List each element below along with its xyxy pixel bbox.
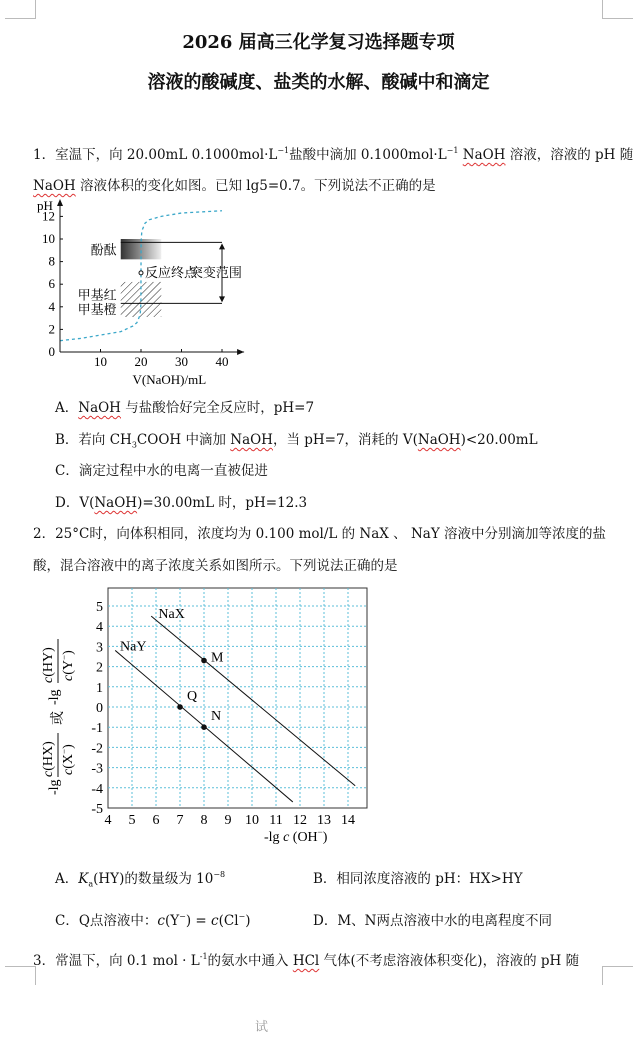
text: )=30.00mL 时，pH=12.3 — [137, 495, 308, 511]
text: ) — [245, 913, 251, 929]
x-tick-label: 30 — [175, 354, 188, 369]
question-1-line-1 — [33, 143, 633, 163]
text: Q点溶液中： — [78, 913, 158, 929]
text: M、N两点溶液中水的电离程度不同 — [337, 913, 552, 929]
y-label-numerator-hx: c(HX) — [41, 741, 56, 777]
endpoint-marker — [139, 271, 143, 275]
text: NaOH — [230, 432, 273, 448]
text: (Y — [164, 913, 180, 929]
q1-option-b[interactable] — [55, 428, 538, 450]
text: −8 — [213, 870, 226, 879]
point-label-m: M — [211, 650, 224, 666]
question-2-line-1: 2．25°C时，向体积相同，浓度均为 0.100 mol/L 的 NaX 、 NaY 溶液中分别滴加等浓度的盐 — [33, 526, 607, 542]
y-tick-label: 10 — [42, 231, 55, 246]
x-tick-label: 4 — [104, 813, 112, 828]
methyl-red-label: 甲基红 — [77, 287, 117, 303]
y-tick-label: -2 — [91, 741, 103, 757]
text: 盐酸中滴加 0.1000mol·L — [289, 147, 447, 163]
text: ) = — [185, 913, 212, 929]
text: − — [238, 912, 246, 921]
page-corner-mark — [602, 966, 633, 985]
y-tick-label: -4 — [91, 781, 103, 797]
text: NaOH — [417, 432, 461, 448]
plot-frame — [108, 588, 367, 808]
text: K — [78, 871, 89, 887]
document-subtitle: 溶液的酸碱度、盐类的水解、酸碱中和滴定 — [147, 72, 490, 93]
x-axis-label-part: -lg — [264, 830, 284, 845]
text: 1．室温下，向 20.00mL 0.1000mol·L — [33, 147, 278, 163]
q2-option-c[interactable] — [55, 909, 251, 929]
page-corner-mark — [5, 966, 36, 985]
x-tick-label: 14 — [341, 813, 355, 828]
text: −1 — [446, 146, 459, 155]
y-tick-label: -5 — [91, 802, 103, 817]
text: (HY)的数量级为 10 — [93, 871, 214, 887]
text: NaOH — [94, 495, 138, 511]
text: NaOH — [78, 400, 121, 416]
x-tick-label: 10 — [245, 813, 259, 828]
label: A． — [55, 871, 79, 887]
text: 滴定过程中水的电离一直被促进 — [78, 463, 268, 479]
x-tick-label: 10 — [94, 354, 107, 369]
y-axis-label: pH — [37, 198, 53, 213]
y-tick-label: 0 — [96, 701, 103, 716]
x-axis-label-part: ) — [322, 830, 328, 845]
text: 3 — [131, 440, 137, 450]
question-2-line-2: 酸，混合溶液中的离子浓度关系如图所示。下列说法正确的是 — [33, 558, 398, 574]
label: D． — [55, 495, 80, 511]
text: 的氨水中通入 — [207, 953, 293, 969]
text: −1 — [277, 146, 290, 155]
text: ，当 pH=7，消耗的 V( — [272, 432, 418, 448]
text: c — [211, 913, 219, 929]
x-axis-label — [264, 827, 328, 845]
document-title: 2026 届高三化学复习选择题专项 — [182, 32, 455, 53]
methyl-orange-label: 甲基橙 — [77, 302, 117, 318]
text: V( — [79, 495, 95, 511]
q1-option-d[interactable] — [55, 491, 307, 511]
point-label-q: Q — [187, 689, 198, 704]
x-tick-label: 12 — [293, 813, 307, 828]
y-tick-label: 0 — [48, 344, 55, 359]
x-axis-label: V(NaOH)/mL — [132, 372, 207, 387]
q1-option-c[interactable] — [55, 459, 268, 479]
y-label-numerator-hy: c(HY) — [41, 647, 56, 683]
text: )<20.00mL — [460, 432, 538, 448]
x-tick-label: 8 — [200, 813, 208, 828]
jump-range-label: 突变范围 — [189, 264, 242, 280]
y-label-denominator-y: c(Y−) — [59, 650, 76, 681]
label: B． — [55, 432, 79, 448]
y-axis-label — [41, 639, 76, 795]
text: c — [157, 913, 165, 929]
x-tick-label: 9 — [224, 813, 232, 828]
y-label-neg-lg-1: -lg — [47, 779, 62, 795]
x-tick-label: 6 — [152, 813, 160, 828]
data-point-q — [177, 704, 183, 710]
q2-option-b[interactable] — [313, 867, 523, 887]
label: B． — [313, 871, 337, 887]
text: a — [88, 879, 94, 889]
q2-option-d[interactable] — [313, 909, 552, 929]
text: − — [179, 912, 186, 921]
y-tick-label: 1 — [96, 680, 103, 696]
y-tick-label: 8 — [48, 253, 55, 269]
y-label-or: 或 — [51, 711, 66, 725]
x-tick-label: 40 — [215, 354, 229, 369]
text: 与盐酸恰好完全反应时，pH=7 — [120, 400, 315, 416]
point-label-n: N — [211, 709, 222, 725]
label: C． — [55, 463, 79, 479]
endpoint-label: 反应终点 — [145, 264, 198, 280]
q1-option-a[interactable] — [55, 396, 314, 416]
page-corner-mark — [602, 0, 633, 19]
spellcheck-word: NaOH — [33, 178, 76, 194]
label: A． — [55, 400, 79, 416]
x-axis-label-part: c — [283, 830, 290, 845]
data-point-n — [201, 724, 207, 730]
y-label-neg-lg-2: -lg — [47, 689, 62, 705]
x-tick-label: 11 — [269, 813, 283, 828]
label: C． — [55, 913, 79, 929]
y-tick-label: 3 — [96, 640, 103, 656]
x-tick-label: 5 — [128, 813, 136, 828]
text: 若向 CH — [78, 432, 132, 448]
y-tick-label: 4 — [96, 620, 103, 636]
text: 相同浓度溶液的 pH：HX>HY — [336, 871, 523, 887]
y-label-denominator-x: c(X−) — [59, 744, 76, 775]
series-label-nax: NaX — [158, 607, 185, 623]
x-tick-label: 20 — [134, 354, 148, 369]
y-tick-label: 4 — [48, 298, 55, 314]
x-tick-label: 13 — [317, 813, 331, 828]
ion-concentration-chart — [30, 585, 370, 850]
x-axis-label-part: − — [317, 827, 323, 837]
text: 3．常温下，向 0.1 mol · L — [33, 953, 200, 969]
question-1-line-2 — [33, 174, 436, 194]
text: 溶液体积的变化如图。已知 lg5=0.7。下列说法不正确的是 — [75, 178, 436, 194]
footer-fade — [268, 1014, 308, 1036]
y-tick-label: -3 — [91, 761, 103, 777]
page-footer-text: 试 — [255, 1020, 269, 1035]
y-tick-label: 12 — [42, 208, 55, 224]
x-tick-label: 7 — [176, 813, 184, 828]
y-tick-label: 6 — [48, 276, 55, 292]
y-tick-label: 5 — [96, 600, 103, 615]
text: COOH 中滴加 — [136, 432, 231, 448]
label: D． — [313, 913, 338, 929]
question-3-line-1 — [33, 949, 579, 969]
y-tick-label: -1 — [91, 721, 103, 737]
x-axis-label-part: (OH — [289, 830, 318, 845]
y-tick-label: 2 — [96, 660, 103, 676]
text: (Cl — [218, 913, 239, 929]
titration-chart — [35, 195, 295, 390]
text: 溶液，溶液的 pH 随 — [505, 147, 634, 163]
text: 气体(不考虑溶液体积变化)，溶液的 pH 随 — [319, 953, 580, 969]
series-label-nay: NaY — [120, 639, 147, 655]
page-corner-mark — [5, 0, 36, 19]
text: -1 — [199, 952, 208, 961]
q2-option-a[interactable] — [55, 867, 225, 889]
spellcheck-word: HCl — [292, 953, 320, 969]
y-tick-label: 2 — [48, 321, 55, 337]
data-point-m — [201, 658, 207, 664]
spellcheck-word: NaOH — [462, 147, 506, 163]
phenolphthalein-label: 酚酞 — [90, 242, 117, 258]
series-line-nax — [151, 616, 355, 786]
